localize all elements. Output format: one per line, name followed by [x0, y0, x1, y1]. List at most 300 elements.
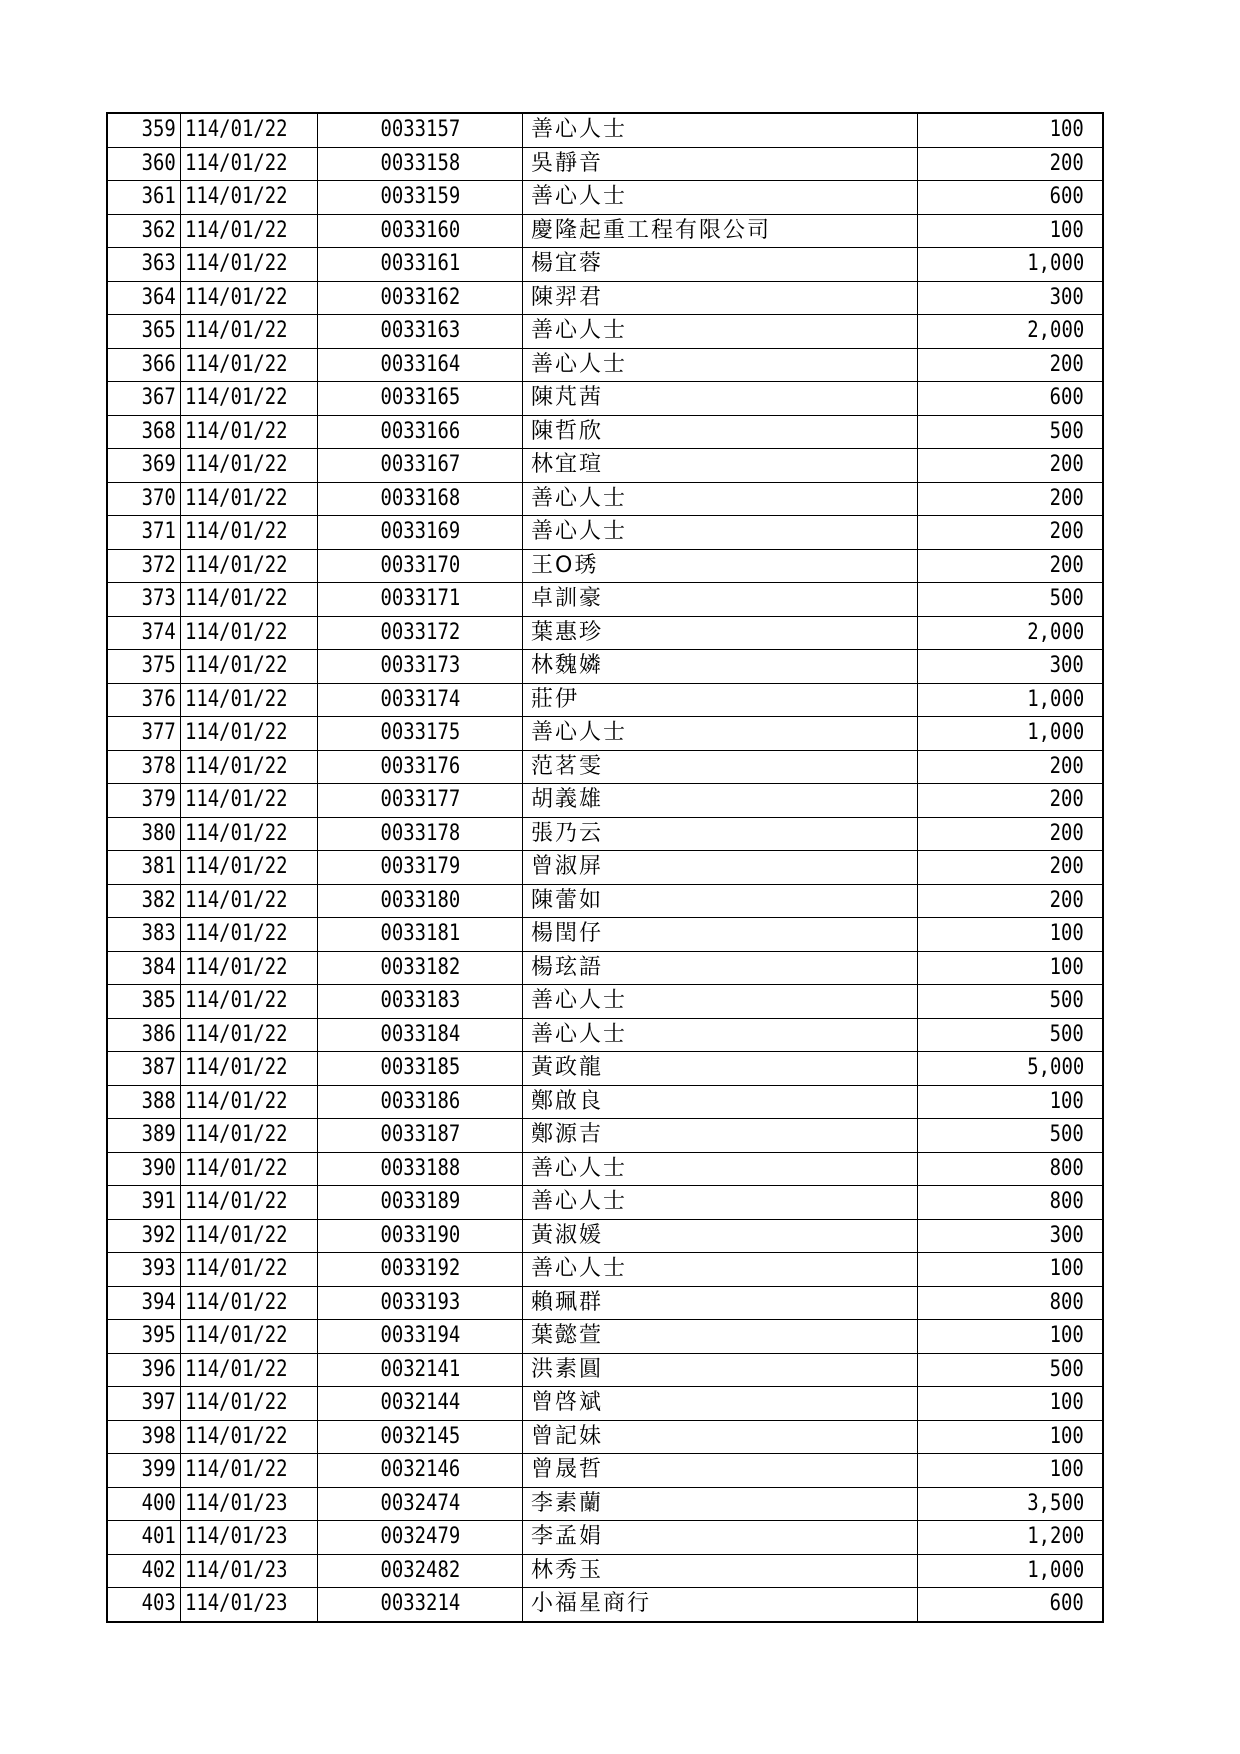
- table-row: [107, 147, 1103, 181]
- receipt-number-cell-text: 0033189: [380, 1189, 460, 1215]
- row-number-cell: [107, 1119, 181, 1153]
- row-number-cell: [107, 1487, 181, 1521]
- row-number-cell: [107, 1018, 181, 1052]
- row-number-cell-text: 373: [141, 586, 176, 612]
- receipt-number-cell: [318, 1119, 523, 1153]
- date-cell-text: 114/01/23: [185, 1557, 288, 1583]
- row-number-cell-text: 391: [141, 1189, 176, 1215]
- date-cell: [181, 616, 318, 650]
- table-row: [107, 315, 1103, 349]
- row-number-cell-text: 365: [141, 318, 176, 344]
- date-cell: [181, 750, 318, 784]
- amount-cell-text: 1,000: [1027, 251, 1084, 277]
- receipt-number-cell-text: 0032141: [380, 1356, 460, 1382]
- table-row: [107, 784, 1103, 818]
- receipt-number-cell: [318, 1018, 523, 1052]
- date-cell-text: 114/01/22: [185, 1189, 288, 1215]
- date-cell-text: 114/01/23: [185, 1490, 288, 1516]
- receipt-number-cell: [318, 482, 523, 516]
- date-cell: [181, 683, 318, 717]
- date-cell-text: 114/01/22: [185, 385, 288, 411]
- amount-cell: [918, 1320, 1104, 1354]
- date-cell: [181, 516, 318, 550]
- row-number-cell-text: 402: [141, 1557, 176, 1583]
- amount-cell: [918, 281, 1104, 315]
- receipt-number-cell-text: 0033163: [380, 318, 460, 344]
- amount-cell-text: 2,000: [1027, 318, 1084, 344]
- donor-name-cell: 林秀玉: [523, 1554, 918, 1588]
- row-number-cell: [107, 1253, 181, 1287]
- receipt-number-cell-text: 0033166: [380, 418, 460, 444]
- receipt-number-cell: [318, 817, 523, 851]
- receipt-number-cell: [318, 281, 523, 315]
- table-row: [107, 1387, 1103, 1421]
- amount-cell-text: 1,000: [1027, 1557, 1084, 1583]
- amount-cell: [918, 382, 1104, 416]
- date-cell-text: 114/01/22: [185, 686, 288, 712]
- date-cell: [181, 1152, 318, 1186]
- table-row: [107, 1454, 1103, 1488]
- row-number-cell-text: 374: [141, 619, 176, 645]
- table-body: [107, 113, 1103, 1622]
- row-number-cell: [107, 147, 181, 181]
- row-number-cell-text: 361: [141, 184, 176, 210]
- receipt-number-cell-text: 0033190: [380, 1222, 460, 1248]
- date-cell-text: 114/01/22: [185, 820, 288, 846]
- row-number-cell-text: 384: [141, 954, 176, 980]
- receipt-number-cell: [318, 315, 523, 349]
- receipt-number-cell: [318, 851, 523, 885]
- amount-cell-text: 1,000: [1027, 720, 1084, 746]
- row-number-cell: [107, 884, 181, 918]
- donor-name-cell: 吳靜音: [523, 147, 918, 181]
- table-row: [107, 1286, 1103, 1320]
- donor-name-cell: 善心人士: [523, 985, 918, 1019]
- amount-cell-text: 800: [1049, 1189, 1084, 1215]
- date-cell: [181, 1119, 318, 1153]
- receipt-number-cell-text: 0033167: [380, 452, 460, 478]
- table-row: [107, 951, 1103, 985]
- row-number-cell: [107, 516, 181, 550]
- date-cell: [181, 1454, 318, 1488]
- amount-cell: [918, 918, 1104, 952]
- amount-cell: [918, 1286, 1104, 1320]
- date-cell-text: 114/01/22: [185, 1457, 288, 1483]
- amount-cell-text: 200: [1049, 150, 1084, 176]
- receipt-number-cell: [318, 1152, 523, 1186]
- amount-cell: [918, 147, 1104, 181]
- receipt-number-cell: [318, 1219, 523, 1253]
- amount-cell: [918, 784, 1104, 818]
- amount-cell: [918, 1521, 1104, 1555]
- row-number-cell: [107, 1186, 181, 1220]
- row-number-cell: [107, 1320, 181, 1354]
- amount-cell: [918, 817, 1104, 851]
- date-cell: [181, 415, 318, 449]
- date-cell-text: 114/01/22: [185, 954, 288, 980]
- date-cell: [181, 1420, 318, 1454]
- row-number-cell-text: 364: [141, 284, 176, 310]
- date-cell-text: 114/01/22: [185, 586, 288, 612]
- date-cell: [181, 181, 318, 215]
- amount-cell-text: 500: [1049, 1021, 1084, 1047]
- receipt-number-cell-text: 0032144: [380, 1390, 460, 1416]
- row-number-cell-text: 379: [141, 787, 176, 813]
- date-cell: [181, 1554, 318, 1588]
- donor-name-cell: 善心人士: [523, 1152, 918, 1186]
- amount-cell: [918, 851, 1104, 885]
- row-number-cell: [107, 1152, 181, 1186]
- receipt-number-cell: [318, 147, 523, 181]
- receipt-number-cell-text: 0033192: [380, 1256, 460, 1282]
- row-number-cell-text: 401: [141, 1524, 176, 1550]
- amount-cell: [918, 1186, 1104, 1220]
- date-cell: [181, 482, 318, 516]
- date-cell-text: 114/01/22: [185, 351, 288, 377]
- row-number-cell: [107, 1588, 181, 1622]
- date-cell-text: 114/01/22: [185, 1323, 288, 1349]
- amount-cell-text: 200: [1049, 753, 1084, 779]
- date-cell-text: 114/01/22: [185, 753, 288, 779]
- row-number-cell-text: 360: [141, 150, 176, 176]
- donor-name-cell: 陳芃茜: [523, 382, 918, 416]
- row-number-cell-text: 376: [141, 686, 176, 712]
- receipt-number-cell-text: 0033161: [380, 251, 460, 277]
- row-number-cell: [107, 1387, 181, 1421]
- amount-cell-text: 200: [1049, 351, 1084, 377]
- receipt-number-cell-text: 0033178: [380, 820, 460, 846]
- amount-cell: [918, 1052, 1104, 1086]
- receipt-number-cell: [318, 181, 523, 215]
- receipt-number-cell-text: 0033172: [380, 619, 460, 645]
- date-cell: [181, 1018, 318, 1052]
- amount-cell-text: 200: [1049, 485, 1084, 511]
- date-cell-text: 114/01/22: [185, 1289, 288, 1315]
- table-row: [107, 214, 1103, 248]
- row-number-cell: [107, 951, 181, 985]
- amount-cell: [918, 181, 1104, 215]
- row-number-cell: [107, 1353, 181, 1387]
- amount-cell: [918, 348, 1104, 382]
- row-number-cell-text: 396: [141, 1356, 176, 1382]
- row-number-cell-text: 368: [141, 418, 176, 444]
- receipt-number-cell-text: 0033181: [380, 921, 460, 947]
- receipt-number-cell-text: 0033171: [380, 586, 460, 612]
- row-number-cell: [107, 985, 181, 1019]
- row-number-cell: [107, 214, 181, 248]
- donor-name-cell: 善心人士: [523, 181, 918, 215]
- donor-name-cell: 張乃云: [523, 817, 918, 851]
- row-number-cell-text: 370: [141, 485, 176, 511]
- receipt-number-cell-text: 0033175: [380, 720, 460, 746]
- row-number-cell-text: 369: [141, 452, 176, 478]
- amount-cell-text: 800: [1049, 1289, 1084, 1315]
- row-number-cell-text: 359: [141, 117, 176, 143]
- amount-cell-text: 100: [1049, 1423, 1084, 1449]
- donor-name-cell: 林魏嫾: [523, 650, 918, 684]
- amount-cell-text: 100: [1049, 1457, 1084, 1483]
- row-number-cell: [107, 784, 181, 818]
- row-number-cell-text: 388: [141, 1088, 176, 1114]
- table-row: [107, 248, 1103, 282]
- receipt-number-cell: [318, 113, 523, 147]
- receipt-number-cell: [318, 1085, 523, 1119]
- row-number-cell: [107, 281, 181, 315]
- receipt-number-cell: [318, 1353, 523, 1387]
- donor-name-cell: 李孟娟: [523, 1521, 918, 1555]
- amount-cell: [918, 1253, 1104, 1287]
- row-number-cell: [107, 113, 181, 147]
- amount-cell: [918, 415, 1104, 449]
- row-number-cell-text: 393: [141, 1256, 176, 1282]
- row-number-cell: [107, 583, 181, 617]
- amount-cell-text: 500: [1049, 1356, 1084, 1382]
- table-row: [107, 1554, 1103, 1588]
- row-number-cell-text: 377: [141, 720, 176, 746]
- row-number-cell: [107, 1052, 181, 1086]
- date-cell-text: 114/01/22: [185, 653, 288, 679]
- donor-name-cell: 善心人士: [523, 348, 918, 382]
- date-cell-text: 114/01/22: [185, 887, 288, 913]
- table-row: [107, 113, 1103, 147]
- date-cell: [181, 1588, 318, 1622]
- date-cell-text: 114/01/22: [185, 184, 288, 210]
- receipt-number-cell-text: 0033162: [380, 284, 460, 310]
- receipt-number-cell-text: 0033168: [380, 485, 460, 511]
- donor-name-cell: 黃淑媛: [523, 1219, 918, 1253]
- table-row: [107, 549, 1103, 583]
- amount-cell-text: 300: [1049, 284, 1084, 310]
- date-cell: [181, 1219, 318, 1253]
- date-cell: [181, 1320, 318, 1354]
- receipt-number-cell-text: 0033185: [380, 1055, 460, 1081]
- amount-cell: [918, 1387, 1104, 1421]
- row-number-cell: [107, 382, 181, 416]
- table-row: [107, 650, 1103, 684]
- date-cell: [181, 583, 318, 617]
- receipt-number-cell: [318, 1420, 523, 1454]
- amount-cell-text: 100: [1049, 954, 1084, 980]
- donor-name-cell: 善心人士: [523, 482, 918, 516]
- receipt-number-cell: [318, 784, 523, 818]
- date-cell: [181, 1253, 318, 1287]
- amount-cell-text: 500: [1049, 418, 1084, 444]
- date-cell-text: 114/01/22: [185, 720, 288, 746]
- amount-cell-text: 200: [1049, 887, 1084, 913]
- row-number-cell: [107, 549, 181, 583]
- donor-name-cell: 善心人士: [523, 315, 918, 349]
- row-number-cell: [107, 1454, 181, 1488]
- donor-name-cell: 楊宜蓉: [523, 248, 918, 282]
- date-cell: [181, 1186, 318, 1220]
- receipt-number-cell: [318, 1454, 523, 1488]
- date-cell-text: 114/01/22: [185, 519, 288, 545]
- amount-cell-text: 100: [1049, 1256, 1084, 1282]
- row-number-cell: [107, 683, 181, 717]
- receipt-number-cell: [318, 1387, 523, 1421]
- amount-cell: [918, 516, 1104, 550]
- donor-name-cell: 陳哲欣: [523, 415, 918, 449]
- table-row: [107, 1420, 1103, 1454]
- receipt-number-cell: [318, 1186, 523, 1220]
- date-cell: [181, 884, 318, 918]
- donor-name-cell: 陳羿君: [523, 281, 918, 315]
- row-number-cell: [107, 1554, 181, 1588]
- date-cell-text: 114/01/22: [185, 1423, 288, 1449]
- date-cell-text: 114/01/22: [185, 1021, 288, 1047]
- receipt-number-cell-text: 0033157: [380, 117, 460, 143]
- date-cell: [181, 382, 318, 416]
- amount-cell: [918, 248, 1104, 282]
- donor-name-cell: 葉惠珍: [523, 616, 918, 650]
- table-row: [107, 616, 1103, 650]
- receipt-number-cell: [318, 884, 523, 918]
- date-cell: [181, 1052, 318, 1086]
- row-number-cell-text: 371: [141, 519, 176, 545]
- receipt-number-cell-text: 0032479: [380, 1524, 460, 1550]
- receipt-number-cell: [318, 1487, 523, 1521]
- receipt-number-cell: [318, 248, 523, 282]
- table-row: [107, 1219, 1103, 1253]
- amount-cell: [918, 1119, 1104, 1153]
- receipt-number-cell-text: 0033186: [380, 1088, 460, 1114]
- receipt-number-cell: [318, 1286, 523, 1320]
- receipt-number-cell-text: 0033174: [380, 686, 460, 712]
- row-number-cell: [107, 616, 181, 650]
- amount-cell-text: 5,000: [1027, 1055, 1084, 1081]
- date-cell: [181, 1487, 318, 1521]
- amount-cell-text: 800: [1049, 1155, 1084, 1181]
- amount-cell: [918, 884, 1104, 918]
- amount-cell-text: 300: [1049, 1222, 1084, 1248]
- receipt-number-cell-text: 0033188: [380, 1155, 460, 1181]
- amount-cell-text: 100: [1049, 921, 1084, 947]
- row-number-cell-text: 375: [141, 653, 176, 679]
- amount-cell: [918, 1353, 1104, 1387]
- receipt-number-cell-text: 0033160: [380, 217, 460, 243]
- amount-cell: [918, 616, 1104, 650]
- date-cell-text: 114/01/22: [185, 1356, 288, 1382]
- row-number-cell-text: 403: [141, 1591, 176, 1617]
- receipt-number-cell: [318, 382, 523, 416]
- receipt-number-cell-text: 0032474: [380, 1490, 460, 1516]
- date-cell: [181, 1085, 318, 1119]
- row-number-cell-text: 389: [141, 1122, 176, 1148]
- date-cell-text: 114/01/22: [185, 485, 288, 511]
- date-cell: [181, 449, 318, 483]
- row-number-cell: [107, 1521, 181, 1555]
- table-row: [107, 1119, 1103, 1153]
- date-cell-text: 114/01/22: [185, 1155, 288, 1181]
- amount-cell-text: 600: [1049, 1591, 1084, 1617]
- row-number-cell-text: 378: [141, 753, 176, 779]
- receipt-number-cell-text: 0033158: [380, 150, 460, 176]
- row-number-cell: [107, 181, 181, 215]
- table-row: [107, 382, 1103, 416]
- receipt-number-cell: [318, 683, 523, 717]
- amount-cell: [918, 315, 1104, 349]
- donor-name-cell: 卓訓豪: [523, 583, 918, 617]
- table-row: [107, 1018, 1103, 1052]
- receipt-number-cell-text: 0033214: [380, 1591, 460, 1617]
- row-number-cell: [107, 650, 181, 684]
- donor-name-cell: 莊伊: [523, 683, 918, 717]
- receipt-number-cell-text: 0033173: [380, 653, 460, 679]
- donor-name-cell: 曾啓斌: [523, 1387, 918, 1421]
- donor-name-cell: 葉懿萱: [523, 1320, 918, 1354]
- donor-name-cell: 善心人士: [523, 717, 918, 751]
- receipt-number-cell: [318, 1253, 523, 1287]
- receipt-number-cell: [318, 918, 523, 952]
- row-number-cell-text: 366: [141, 351, 176, 377]
- amount-cell: [918, 951, 1104, 985]
- amount-cell-text: 100: [1049, 217, 1084, 243]
- amount-cell: [918, 1018, 1104, 1052]
- receipt-number-cell: [318, 616, 523, 650]
- row-number-cell-text: 362: [141, 217, 176, 243]
- date-cell: [181, 851, 318, 885]
- amount-cell-text: 100: [1049, 1323, 1084, 1349]
- date-cell-text: 114/01/22: [185, 452, 288, 478]
- amount-cell-text: 200: [1049, 854, 1084, 880]
- amount-cell: [918, 1554, 1104, 1588]
- row-number-cell-text: 390: [141, 1155, 176, 1181]
- table-row: [107, 449, 1103, 483]
- donor-name-cell: 善心人士: [523, 516, 918, 550]
- amount-cell: [918, 113, 1104, 147]
- table-row: [107, 683, 1103, 717]
- receipt-number-cell-text: 0033182: [380, 954, 460, 980]
- receipt-number-cell-text: 0033169: [380, 519, 460, 545]
- donor-name-cell: 鄭啟良: [523, 1085, 918, 1119]
- row-number-cell: [107, 1219, 181, 1253]
- table-row: [107, 1353, 1103, 1387]
- date-cell-text: 114/01/22: [185, 619, 288, 645]
- table-row: [107, 1186, 1103, 1220]
- row-number-cell: [107, 851, 181, 885]
- amount-cell-text: 500: [1049, 1122, 1084, 1148]
- date-cell: [181, 1353, 318, 1387]
- row-number-cell-text: 395: [141, 1323, 176, 1349]
- amount-cell-text: 200: [1049, 787, 1084, 813]
- donor-name-cell: 曾記妹: [523, 1420, 918, 1454]
- receipt-number-cell: [318, 985, 523, 1019]
- table-row: [107, 348, 1103, 382]
- donor-name-cell: 洪素圓: [523, 1353, 918, 1387]
- date-cell: [181, 985, 318, 1019]
- row-number-cell: [107, 449, 181, 483]
- row-number-cell: [107, 348, 181, 382]
- table-row: [107, 1320, 1103, 1354]
- amount-cell: [918, 1420, 1104, 1454]
- date-cell: [181, 281, 318, 315]
- date-cell-text: 114/01/22: [185, 552, 288, 578]
- receipt-number-cell-text: 0033183: [380, 988, 460, 1014]
- table-row: [107, 583, 1103, 617]
- receipt-number-cell: [318, 650, 523, 684]
- receipt-number-cell: [318, 1588, 523, 1622]
- amount-cell: [918, 650, 1104, 684]
- row-number-cell-text: 383: [141, 921, 176, 947]
- table-row: [107, 918, 1103, 952]
- receipt-number-cell: [318, 1521, 523, 1555]
- donor-name-cell: 善心人士: [523, 1186, 918, 1220]
- table-row: [107, 1052, 1103, 1086]
- receipt-number-cell: [318, 717, 523, 751]
- table-row: [107, 1487, 1103, 1521]
- date-cell-text: 114/01/22: [185, 251, 288, 277]
- row-number-cell: [107, 918, 181, 952]
